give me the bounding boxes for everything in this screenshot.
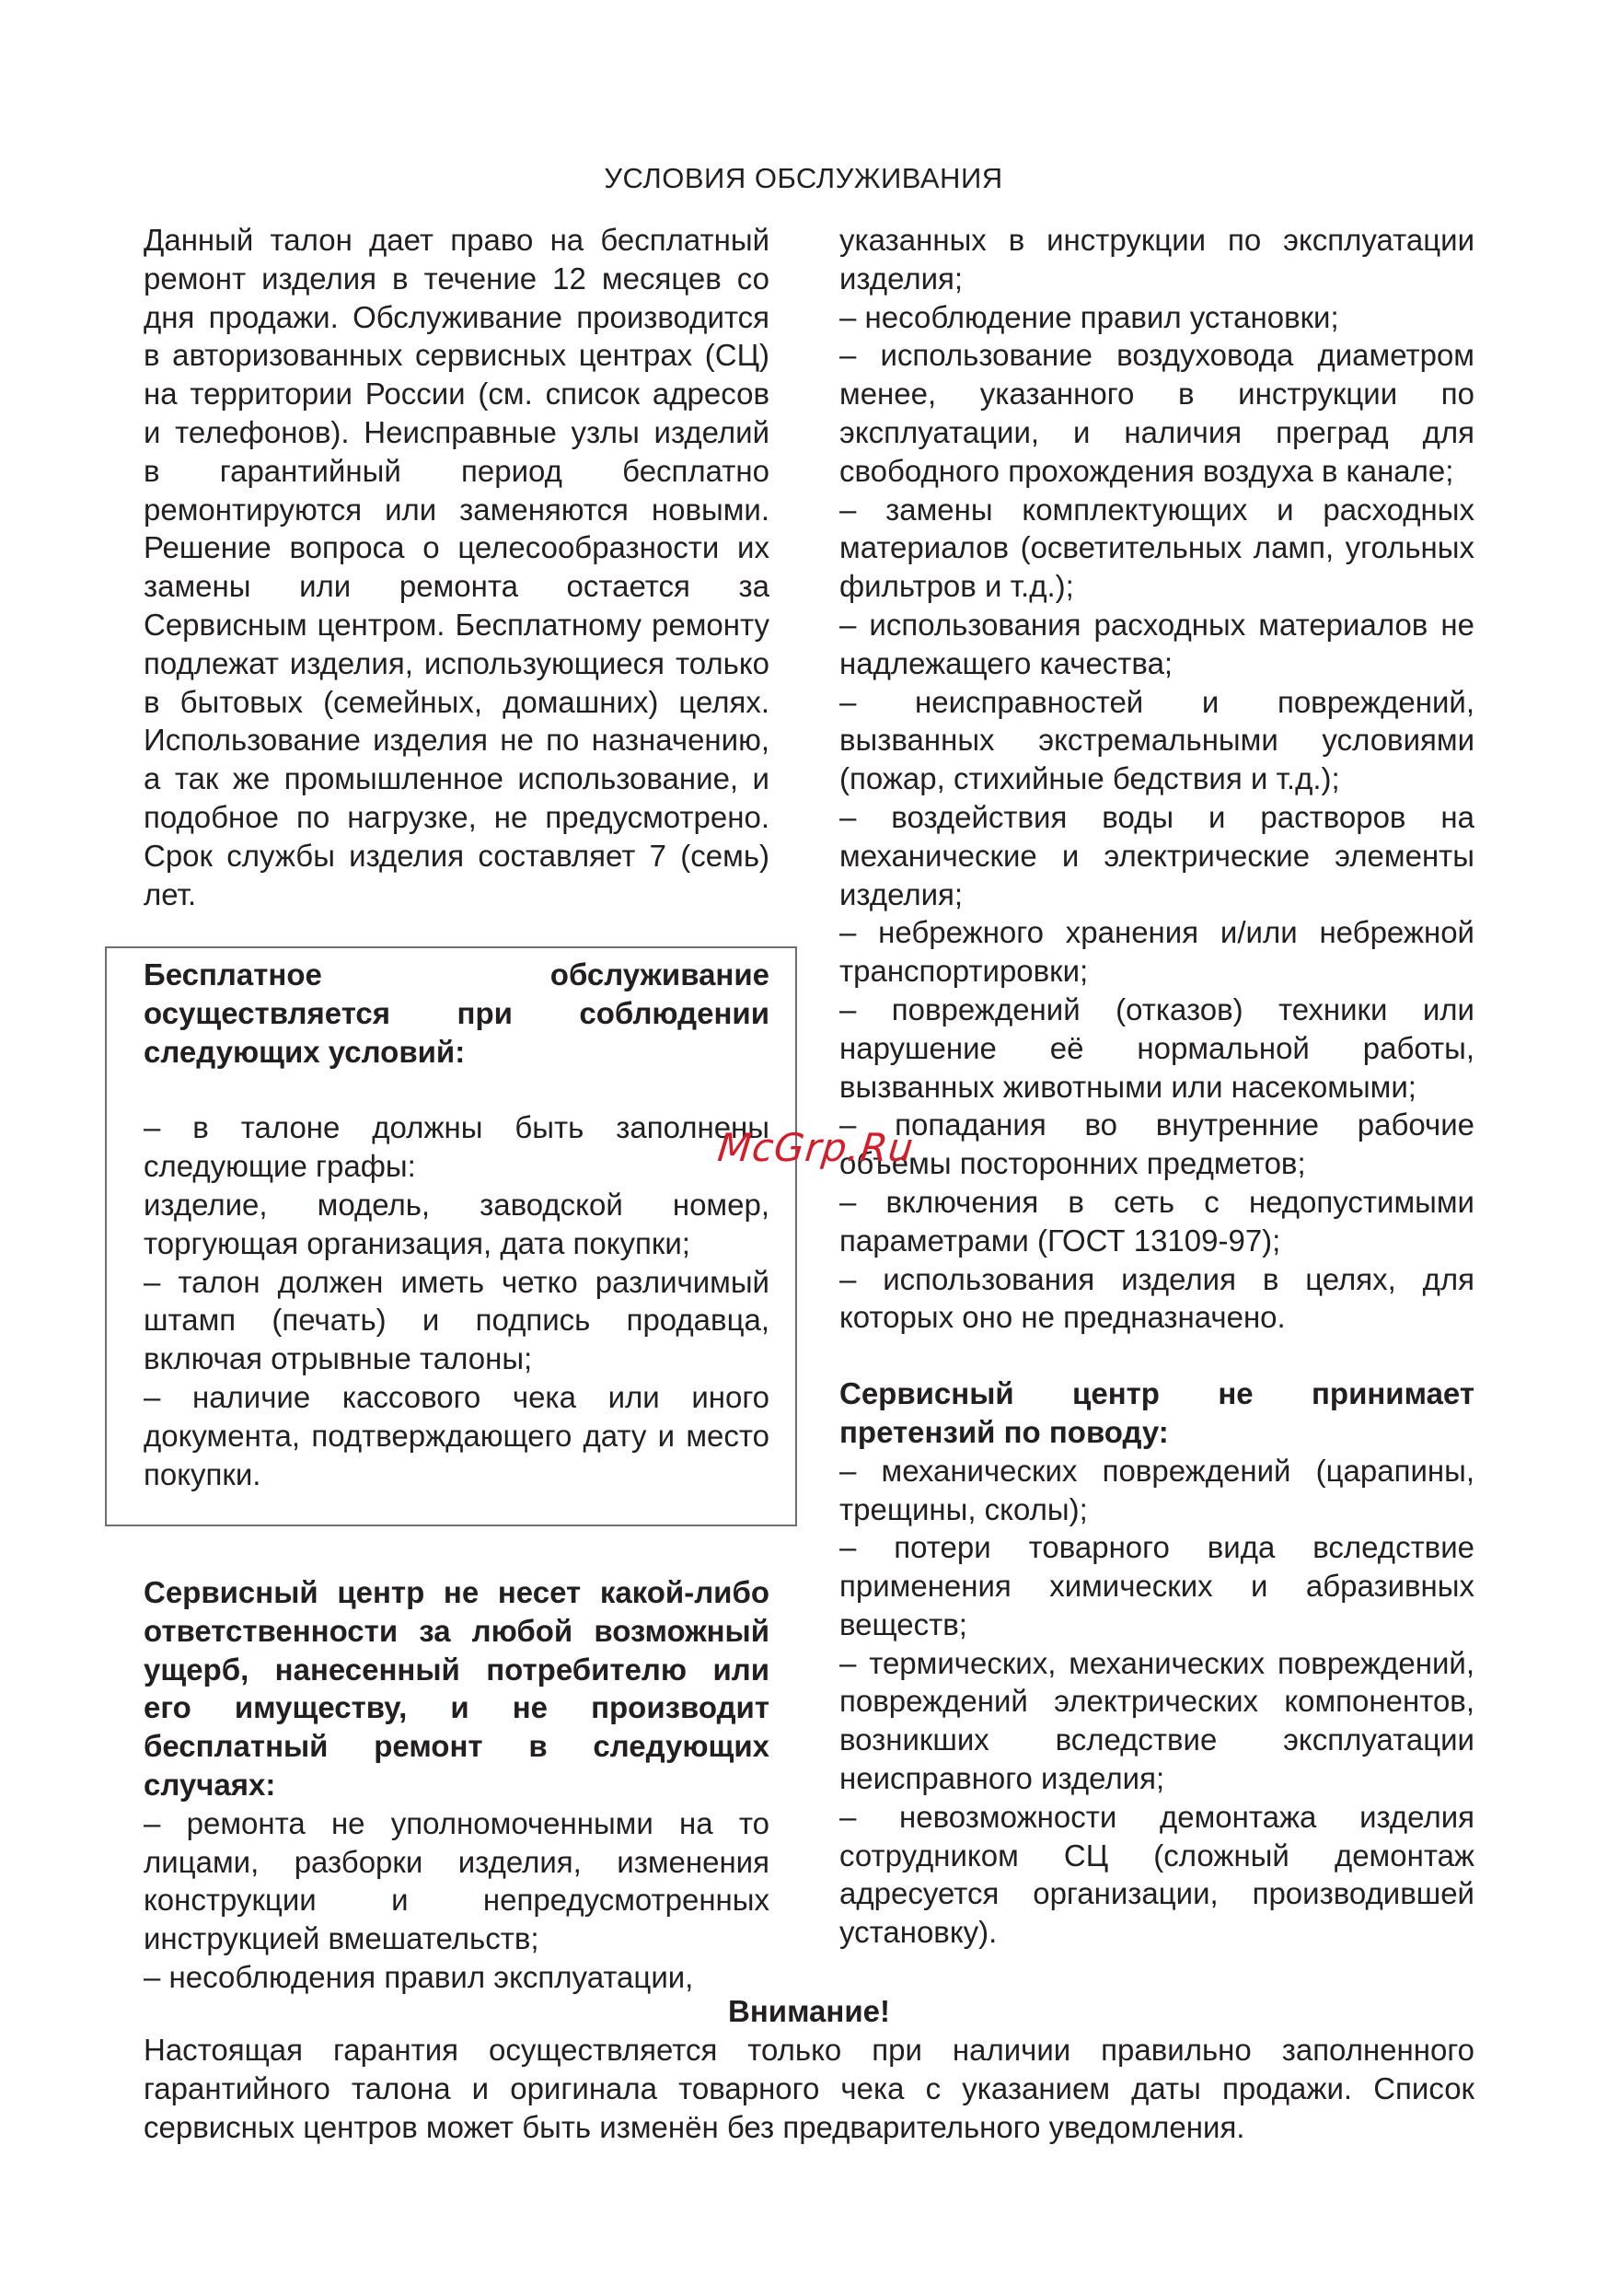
case-item: – включения в сеть с недопустимыми параметрами (ГОСТ 13109-97);	[839, 1184, 1474, 1258]
case-item: – использования изделия в целях, для которых оно не предназначено.	[839, 1261, 1474, 1335]
liability-section	[144, 1573, 769, 1997]
claim-item: – невозможности демонтажа изделия сотрудником СЦ (сложный демонтаж адресуется организации, производившей установку).	[839, 1799, 1474, 1950]
attention-heading: Внимание!	[728, 1994, 890, 2028]
case-item: – воздействия воды и растворов на механические и электрические элементы изделия;	[839, 799, 1474, 911]
page-title: УСЛОВИЯ ОБСЛУЖИВАНИЯ	[604, 162, 1003, 194]
intro-paragraph: Данный талон дает право на бесплатный ремонт изделия в течение 12 месяцев со дня продажи. Обслуживание производится в авторизованных сервисных центрах (СЦ) на территории России (см. список адресов и телефонов). Неисправные узлы изделий в гарантийный период бесплатно ремонтируются или заменяются новыми. Решение вопроса о целесообразности их замены или ремонта остается за Сервисным центром. Бесплатному ремонту подлежат изделия, использующиеся только в бытовых (семейных, домашних) целях. Использование изделия не по назначению, а так же промышленное использование, и подобное по нагрузке, не предусмотрено. Срок службы изделия составляет 7 (семь) лет.	[144, 223, 769, 911]
condition-item: – наличие кассового чека или иного документа, подтверждающего дату и место покупки.	[144, 1379, 769, 1491]
intro-section	[144, 221, 769, 913]
claim-item: – термических, механических повреждений, повреждений электрических компонентов, возникших вследствие эксплуатации неисправного изделия;	[839, 1645, 1474, 1796]
case-item: – использование воздуховода диаметром менее, указанного в инструкции по эксплуатации, и наличия преград для свободного прохождения воздуха в канале;	[839, 338, 1474, 488]
condition-item: – в талоне должны быть заполнены следующие графы:	[144, 1110, 769, 1184]
attention-section	[144, 1992, 1474, 2147]
claim-item: – механических повреждений (царапины, трещины, сколы);	[839, 1453, 1474, 1526]
case-item: – замены комплектующих и расходных материалов (осветительных ламп, угольных фильтров и т.д.);	[839, 492, 1474, 604]
conditions-heading: Бесплатное обслуживание осуществляется при соблюдении следующих условий:	[144, 957, 769, 1069]
liability-heading: Сервисный центр не несет какой-либо ответственности за любой возможный ущерб, нанесенный потребителю или его имуществу, и не производит бесплатный ремонт в следующих случаях:	[144, 1575, 769, 1802]
liability-item: – несоблюдения правил эксплуатации,	[144, 1959, 694, 1994]
watermark: McGrp.Ru	[715, 1125, 917, 1170]
condition-item: – талон должен иметь четко различимый штамп (печать) и подпись продавца, включая отрывные талоны;	[144, 1264, 769, 1376]
case-item: – несоблюдение правил установки;	[839, 299, 1339, 334]
case-item: – попадания во внутренние рабочие объемы посторонних предметов;	[839, 1107, 1474, 1181]
liability-item: – ремонта не уполномоченными на то лицами, разборки изделия, изменения конструкции и непредусмотренных инструкцией вмешательств;	[144, 1805, 769, 1956]
case-item: – небрежного хранения и/или небрежной транспортировки;	[839, 915, 1474, 989]
case-item: – неисправностей и повреждений, вызванных экстремальными условиями (пожар, стихийные бедствия и т.д.);	[839, 684, 1474, 796]
right-column	[839, 221, 1474, 1952]
conditions-box-content	[144, 956, 769, 1493]
claims-heading: Сервисный центр не принимает претензий по поводу:	[839, 1376, 1474, 1449]
attention-text: Настоящая гарантия осуществляется только при наличии правильно заполненного гарантийного талона и оригинала товарного чека с указанием даты продажи. Список сервисных центров может быть изменён без предварительного уведомления.	[144, 2033, 1474, 2144]
condition-item: изделие, модель, заводской номер, торгующая организация, дата покупки;	[144, 1187, 769, 1260]
case-item: – использования расходных материалов не надлежащего качества;	[839, 607, 1474, 680]
case-item: указанных в инструкции по эксплуатации изделия;	[839, 223, 1474, 296]
case-item: – повреждений (отказов) техники или нарушение её нормальной работы, вызванных животными или насекомыми;	[839, 991, 1474, 1104]
claim-item: – потери товарного вида вследствие применения химических и абразивных веществ;	[839, 1530, 1474, 1641]
